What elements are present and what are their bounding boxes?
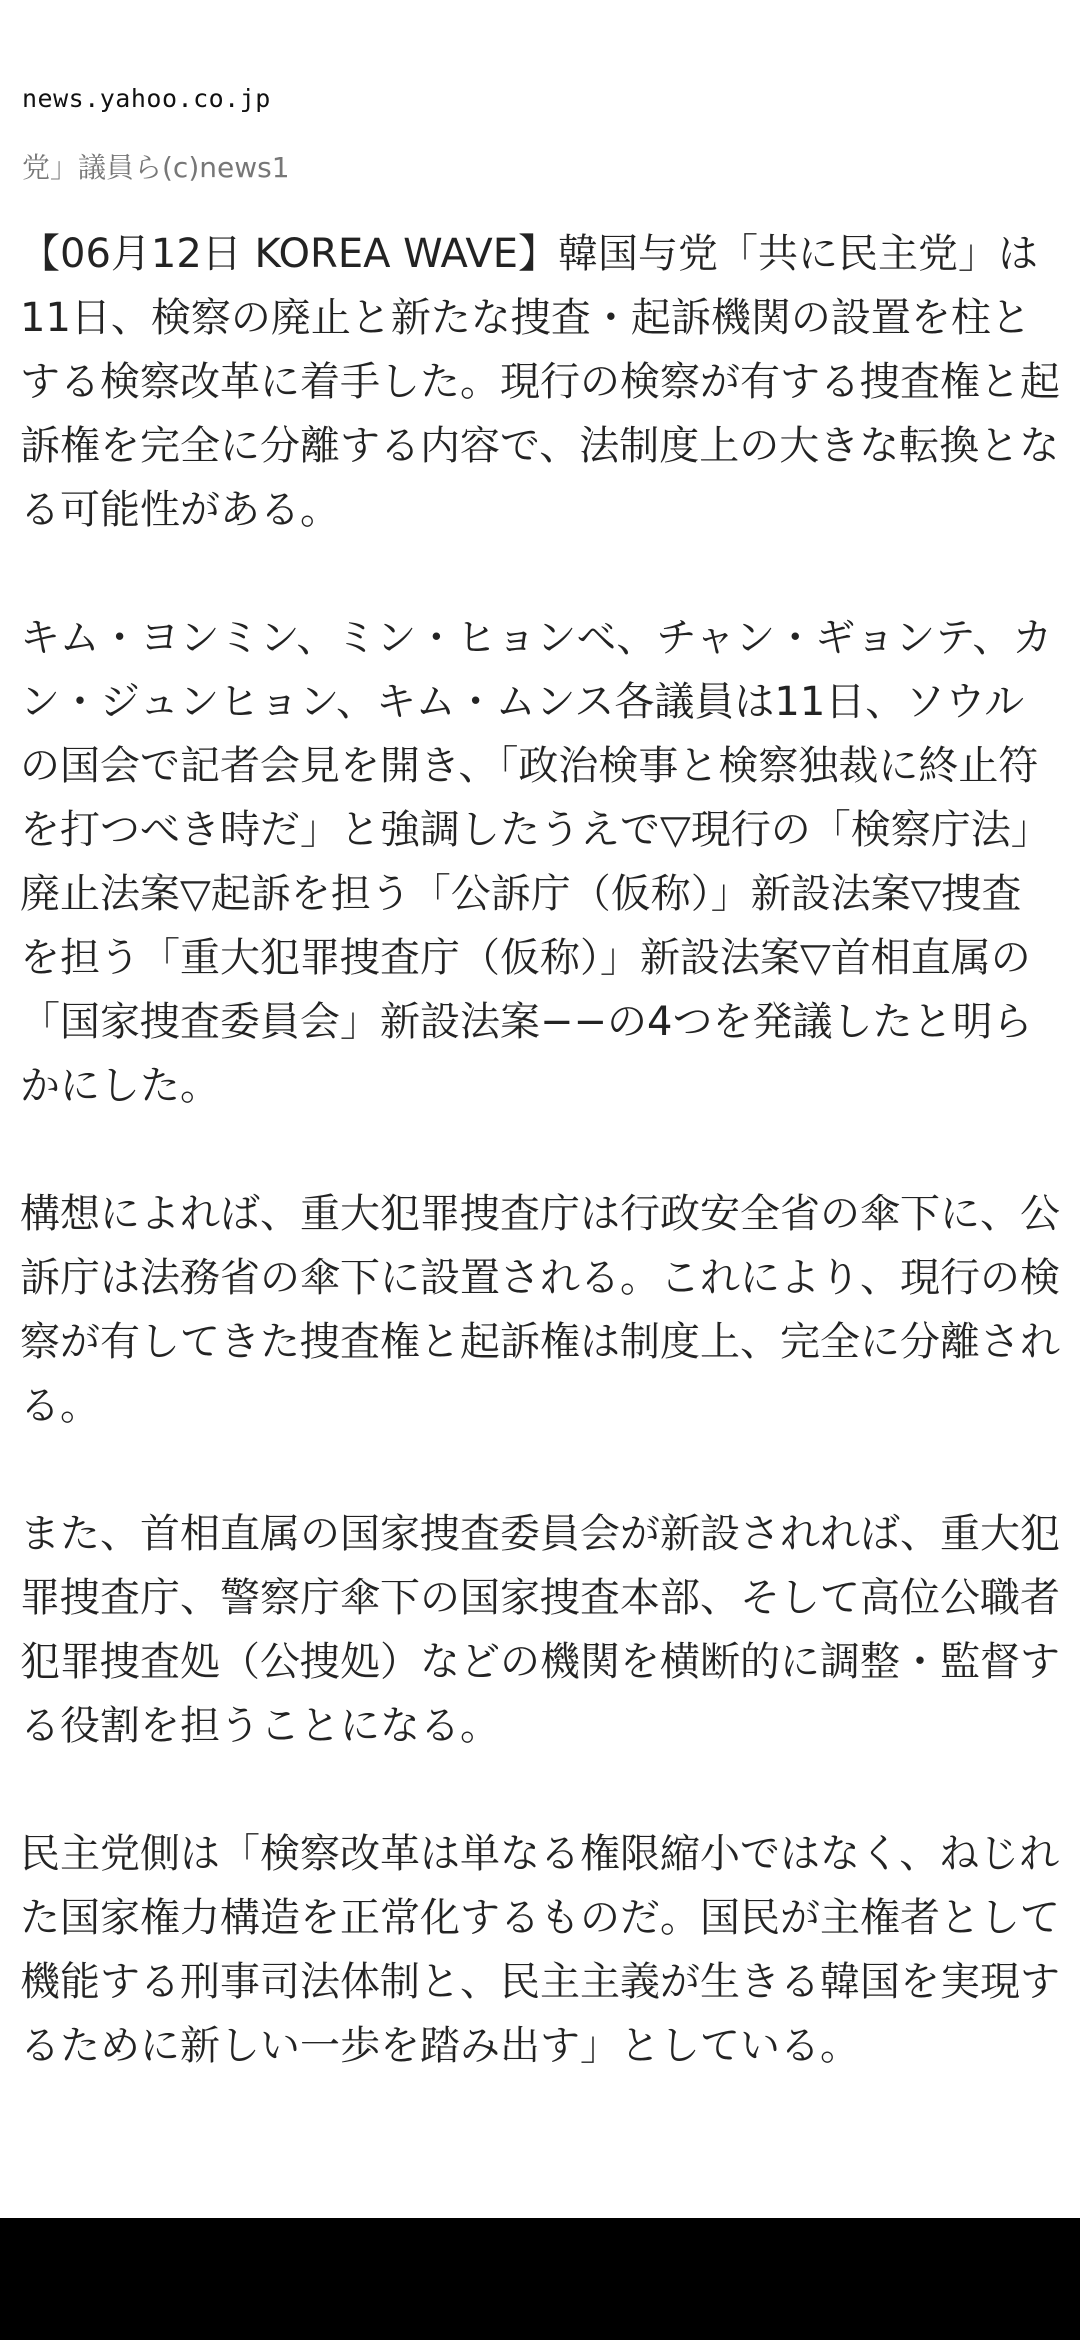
- article-paragraph: 【06月12日 KOREA WAVE】韓国与党「共に民主党」は11日、検察の廃止と新たな捜査・起訴機関の設置を柱とする検察改革に着手した。現行の検察が有する捜査権と起訴権を完全に分離する内容で、法制度上の大きな転換となる可能性がある。: [20, 231, 1060, 533]
- navigation-bar: [0, 2218, 1080, 2340]
- article-paragraph: また、首相直属の国家捜査委員会が新設されれば、重大犯罪捜査庁、警察庁傘下の国家捜査本部、そして高位公職者犯罪捜査処（公捜処）などの機関を横断的に調整・監督する役割を担うことになる。: [20, 1511, 1060, 1749]
- page-url[interactable]: news.yahoo.co.jp: [22, 84, 271, 113]
- article-paragraph: キム・ヨンミン、ミン・ヒョンベ、チャン・ギョンテ、カン・ジュンヒョン、キム・ムンス各議員は11日、ソウルの国会で記者会見を開き、「政治検事と検察独裁に終止符を打つべき時だ」と強調したうえで▽現行の「検察庁法」廃止法案▽起訴を担う「公訴庁（仮称）」新設法案▽捜査を担う「重大犯罪捜査庁（仮称）」新設法案▽首相直属の「国家捜査委員会」新設法案−−の4つを発議したと明らかにした。: [20, 615, 1053, 1109]
- image-caption: 党」議員ら(c)news1: [22, 151, 290, 184]
- article-paragraph: 民主党側は「検察改革は単なる権限縮小ではなく、ねじれた国家権力構造を正常化するものだ。国民が主権者として機能する刑事司法体制と、民主主義が生きる韓国を実現するために新しい一歩を踏み出す」としている。: [20, 1831, 1060, 2069]
- article-paragraph: 構想によれば、重大犯罪捜査庁は行政安全省の傘下に、公訴庁は法務省の傘下に設置される。これにより、現行の検察が有してきた捜査権と起訴権は制度上、完全に分離される。: [20, 1191, 1060, 1429]
- article-body: [20, 222, 1060, 2142]
